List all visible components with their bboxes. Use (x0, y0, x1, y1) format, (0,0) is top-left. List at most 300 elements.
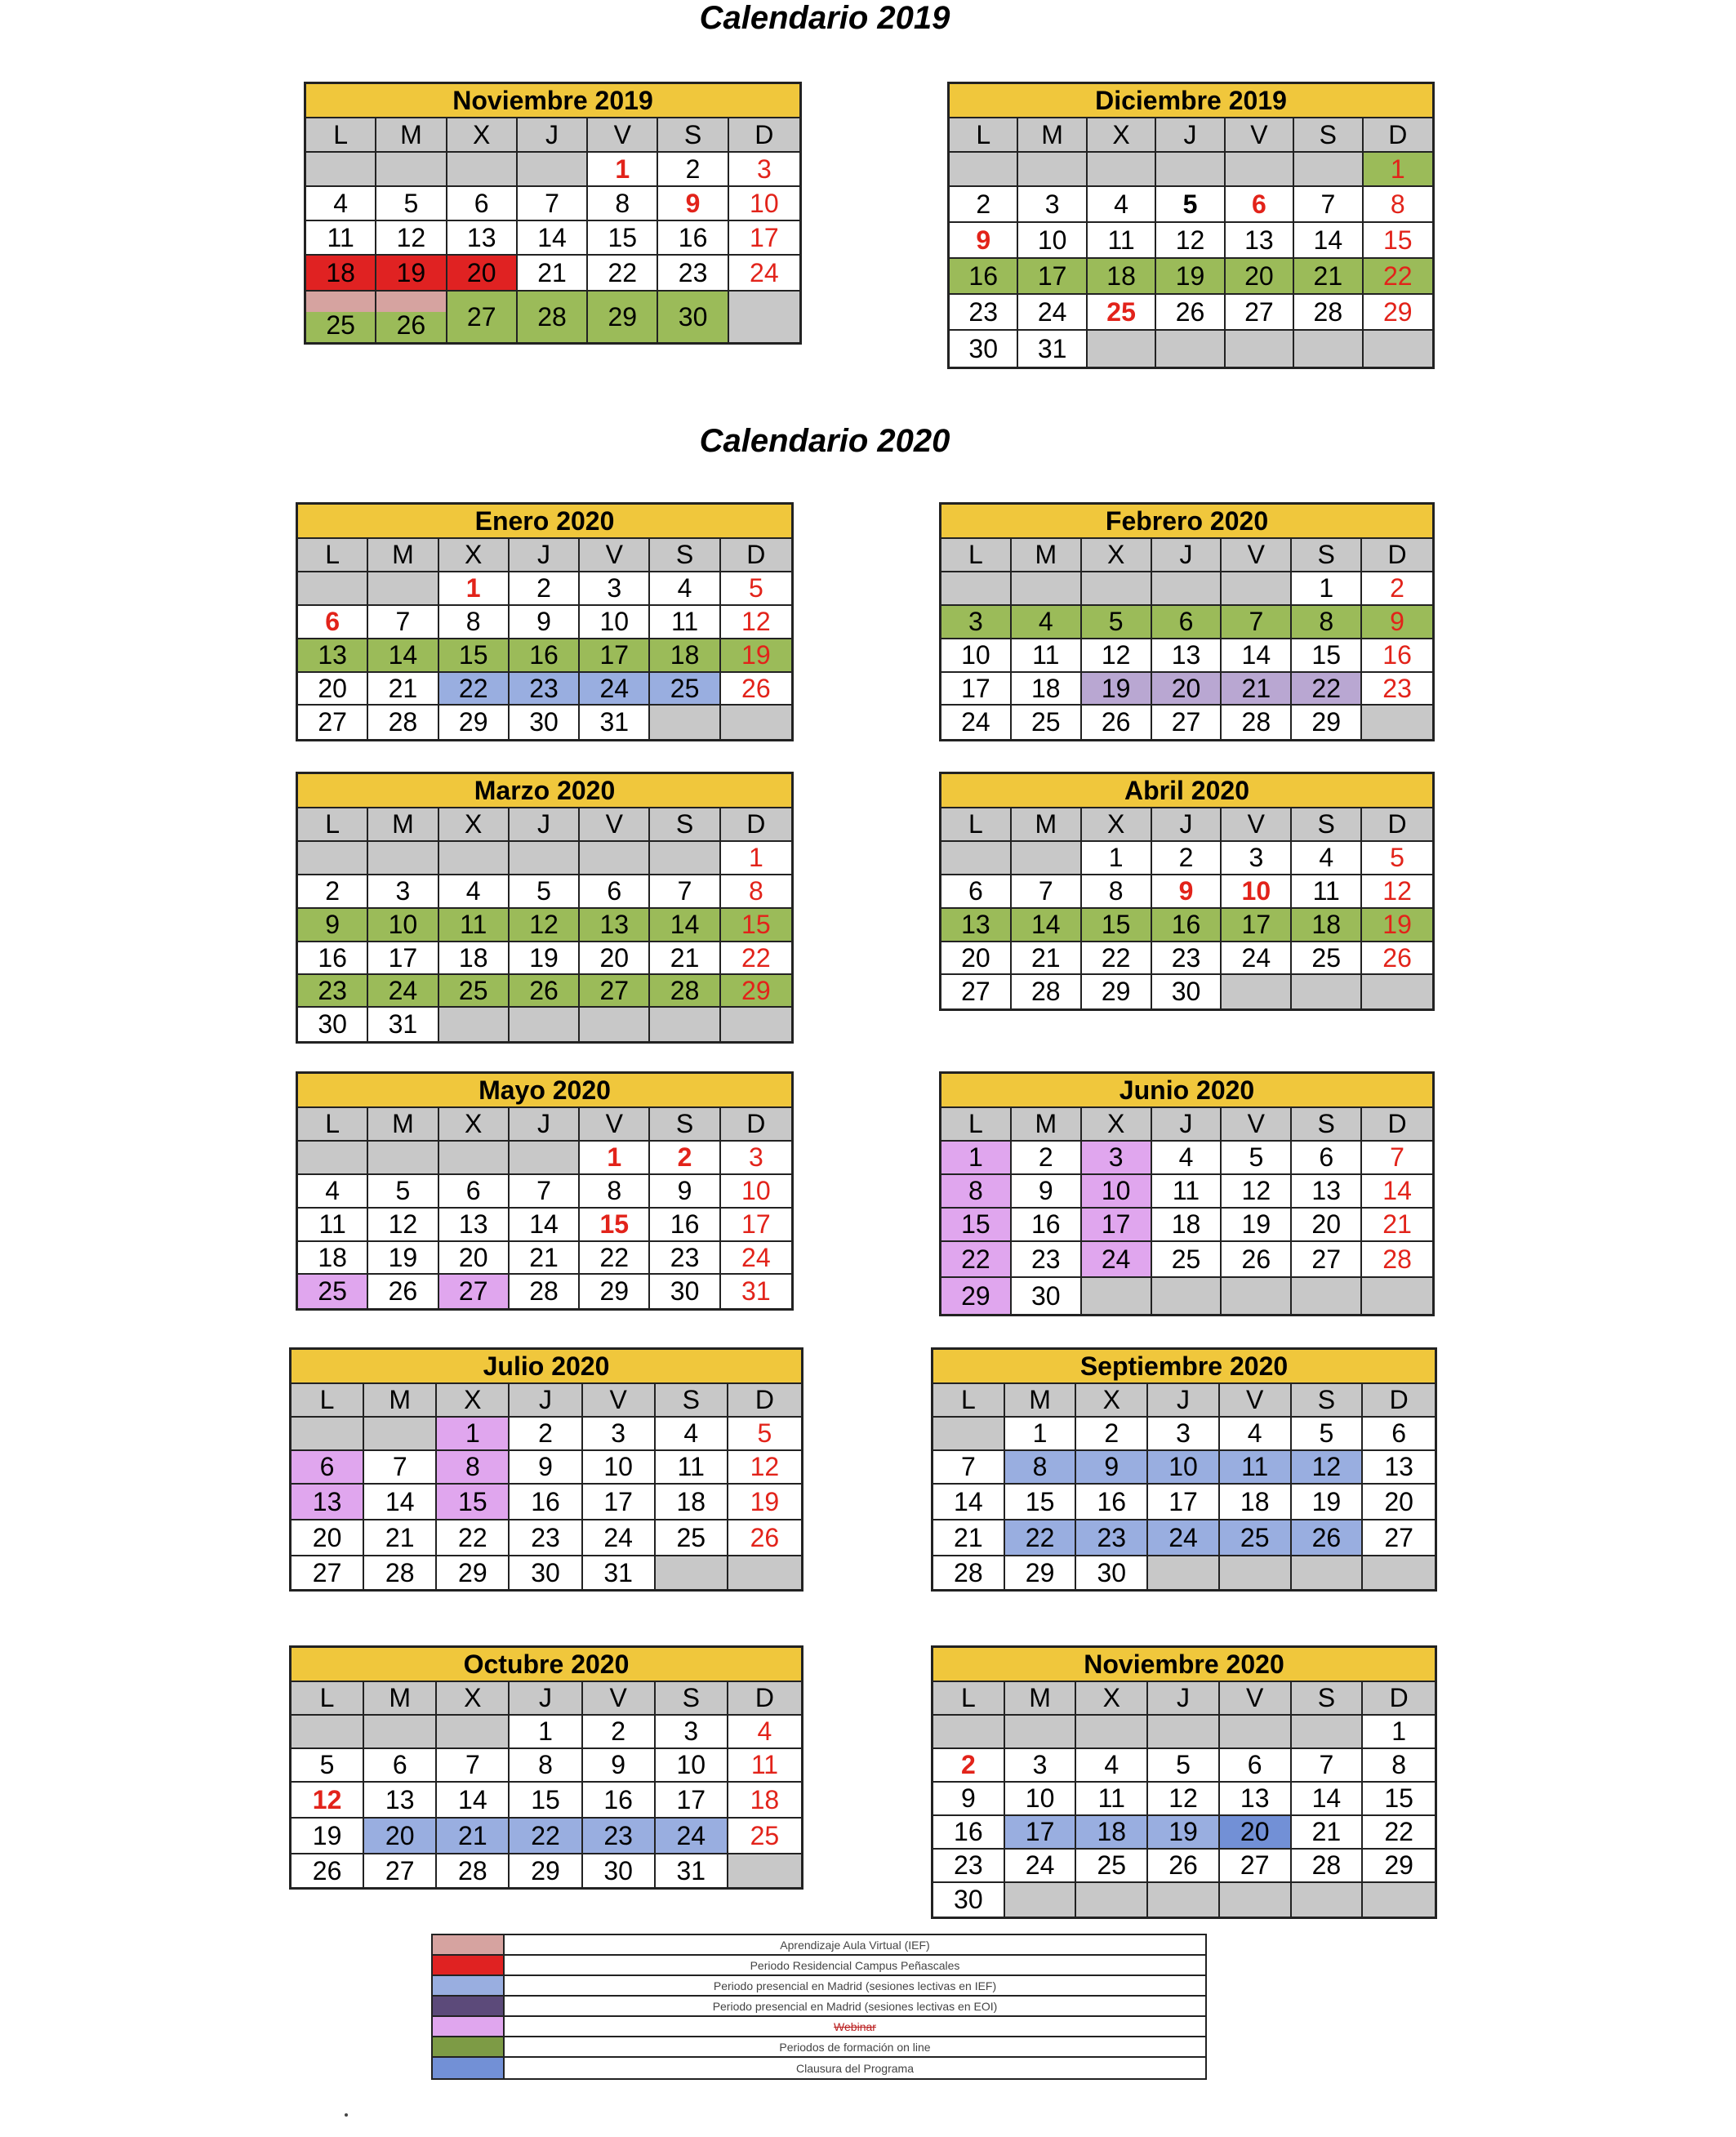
weekday-header: D (1363, 1384, 1435, 1418)
weekday-header: V (1226, 118, 1294, 153)
day-cell: 30 (650, 1275, 720, 1308)
day-cell: 20 (292, 1520, 364, 1556)
empty-day-cell (1363, 1883, 1435, 1917)
day-cell: 15 (580, 1209, 650, 1242)
empty-day-cell (368, 842, 438, 875)
day-cell: 24 (368, 975, 438, 1008)
weekday-header: V (1222, 808, 1292, 842)
day-cell: 1 (588, 153, 658, 187)
day-cell: 6 (1226, 187, 1294, 223)
empty-day-cell (580, 842, 650, 875)
weekday-header: M (1012, 808, 1082, 842)
day-cell: 18 (650, 639, 720, 673)
month-calendar (296, 772, 794, 1044)
day-cell: 27 (1292, 1242, 1362, 1278)
day-cell: 28 (1012, 975, 1082, 1008)
day-cell: 22 (721, 942, 791, 975)
empty-day-cell (1294, 331, 1363, 367)
weekday-header: L (941, 1108, 1012, 1142)
weekday-header: S (1292, 1682, 1364, 1716)
month-title: Noviembre 2020 (933, 1648, 1435, 1682)
month-title: Junio 2020 (941, 1074, 1432, 1108)
day-cell: 18 (1220, 1485, 1292, 1520)
day-cell: 23 (1076, 1520, 1148, 1556)
day-cell: 6 (941, 875, 1012, 909)
day-cell: 28 (368, 706, 438, 739)
empty-day-cell (721, 706, 791, 739)
day-cell: 16 (298, 942, 368, 975)
day-cell: 11 (1292, 875, 1362, 909)
day-cell: 28 (1362, 1242, 1432, 1278)
day-cell: 29 (439, 706, 510, 739)
day-cell: 24 (656, 1819, 728, 1854)
day-cell: 1 (1364, 153, 1432, 187)
day-cell: 10 (580, 606, 650, 639)
empty-day-cell (1012, 842, 1082, 875)
day-cell: 15 (1363, 1783, 1435, 1816)
legend-row (433, 2017, 1205, 2037)
day-cell: 25 (1220, 1520, 1292, 1556)
weekday-header: D (1362, 1108, 1432, 1142)
day-cell: 10 (1082, 1175, 1152, 1209)
day-cell: 7 (518, 187, 588, 221)
day-cell: 20 (1292, 1209, 1362, 1242)
empty-day-cell (1292, 975, 1362, 1008)
day-cell: 21 (510, 1242, 580, 1275)
empty-day-cell (728, 1854, 801, 1887)
empty-day-cell (439, 842, 510, 875)
weekday-header: V (1220, 1384, 1292, 1418)
day-cell: 9 (650, 1175, 720, 1209)
month-grid (941, 539, 1432, 739)
weekday-header: S (658, 118, 728, 153)
day-cell: 13 (1363, 1451, 1435, 1485)
month-calendar (296, 502, 794, 741)
month-grid (950, 118, 1432, 367)
day-cell: 5 (510, 875, 580, 909)
day-cell: 25 (298, 1275, 368, 1308)
weekday-header: J (1152, 1108, 1222, 1142)
weekday-header: M (368, 808, 438, 842)
day-cell: 27 (292, 1556, 364, 1589)
day-cell: 12 (510, 909, 580, 942)
empty-day-cell (1362, 706, 1432, 739)
day-cell: 6 (298, 606, 368, 639)
day-cell: 22 (588, 256, 658, 292)
empty-day-cell (1364, 331, 1432, 367)
weekday-header: V (588, 118, 658, 153)
day-cell: 5 (376, 187, 447, 221)
weekday-header: S (650, 808, 720, 842)
day-cell: 30 (1152, 975, 1222, 1008)
weekday-header: J (1156, 118, 1225, 153)
legend (431, 1934, 1207, 2080)
day-cell: 30 (933, 1883, 1005, 1917)
legend-label: Periodos de formación on line (779, 2040, 931, 2054)
legend-swatch (433, 1935, 505, 1954)
day-cell: 29 (580, 1275, 650, 1308)
day-cell: 29 (721, 975, 791, 1008)
day-cell: 12 (1292, 1451, 1364, 1485)
day-cell: 26 (1148, 1850, 1220, 1883)
day-cell: 12 (1222, 1175, 1292, 1209)
day-cell: 18 (439, 942, 510, 975)
day-cell: 6 (439, 1175, 510, 1209)
month-title: Noviembre 2019 (306, 84, 799, 118)
day-cell: 23 (933, 1850, 1005, 1883)
empty-day-cell (941, 842, 1012, 875)
day-cell: 7 (650, 875, 720, 909)
day-cell: 24 (580, 673, 650, 706)
weekday-header: M (1018, 118, 1087, 153)
legend-row (433, 1935, 1205, 1956)
day-cell: 3 (1082, 1142, 1152, 1175)
day-cell: 31 (656, 1854, 728, 1887)
day-cell: 3 (583, 1418, 656, 1451)
day-cell: 12 (292, 1783, 364, 1819)
day-cell: 6 (1220, 1749, 1292, 1783)
day-cell: 4 (1220, 1418, 1292, 1451)
day-cell: 7 (368, 606, 438, 639)
legend-row (433, 1997, 1205, 2017)
day-cell: 30 (510, 706, 580, 739)
day-cell: 21 (1294, 259, 1363, 295)
month-title: Mayo 2020 (298, 1074, 791, 1108)
day-cell: 25 (650, 673, 720, 706)
empty-day-cell (510, 1142, 580, 1175)
day-cell: 18 (298, 1242, 368, 1275)
weekday-header: L (292, 1384, 364, 1418)
day-cell: 19 (721, 639, 791, 673)
month-calendar (304, 82, 802, 345)
day-cell: 24 (1222, 942, 1292, 975)
day-cell: 10 (368, 909, 438, 942)
day-cell: 9 (298, 909, 368, 942)
day-cell: 17 (1222, 909, 1292, 942)
empty-day-cell (729, 292, 799, 342)
empty-day-cell (1292, 1716, 1364, 1749)
day-cell: 2 (950, 187, 1018, 223)
day-cell: 22 (439, 673, 510, 706)
day-cell: 16 (1012, 1209, 1082, 1242)
day-cell: 10 (656, 1749, 728, 1783)
day-cell: 17 (1148, 1485, 1220, 1520)
day-cell: 8 (1005, 1451, 1077, 1485)
weekday-header: J (1152, 539, 1222, 572)
day-cell: 3 (721, 1142, 791, 1175)
day-cell: 20 (364, 1819, 437, 1854)
empty-day-cell (721, 1008, 791, 1041)
weekday-header: D (729, 118, 799, 153)
day-cell: 29 (437, 1556, 510, 1589)
day-cell: 29 (941, 1278, 1012, 1314)
day-cell: 11 (1152, 1175, 1222, 1209)
month-calendar (939, 1071, 1435, 1316)
day-cell: 8 (1364, 187, 1432, 223)
day-cell: 10 (729, 187, 799, 221)
empty-day-cell (1082, 572, 1152, 606)
weekday-header: L (298, 1108, 368, 1142)
weekday-header: V (580, 1108, 650, 1142)
day-cell: 11 (650, 606, 720, 639)
legend-swatch (433, 2017, 505, 2036)
day-cell: 27 (1220, 1850, 1292, 1883)
day-cell: 20 (298, 673, 368, 706)
empty-day-cell (1088, 153, 1156, 187)
day-cell: 2 (298, 875, 368, 909)
day-cell: 27 (439, 1275, 510, 1308)
day-cell: 18 (728, 1783, 801, 1819)
day-cell: 15 (1082, 909, 1152, 942)
day-cell: 26 (728, 1520, 801, 1556)
day-cell: 25 (1292, 942, 1362, 975)
day-cell: 13 (298, 639, 368, 673)
weekday-header: D (721, 539, 791, 572)
day-cell: 1 (1082, 842, 1152, 875)
day-cell: 2 (1152, 842, 1222, 875)
day-cell: 30 (950, 331, 1018, 367)
day-cell: 20 (580, 942, 650, 975)
day-cell: 14 (1292, 1783, 1364, 1816)
day-cell: 15 (437, 1485, 510, 1520)
day-cell: 25 (728, 1819, 801, 1854)
day-cell: 19 (1148, 1816, 1220, 1850)
weekday-header: J (510, 539, 580, 572)
day-cell: 6 (1292, 1142, 1362, 1175)
day-cell: 20 (941, 942, 1012, 975)
day-cell: 17 (368, 942, 438, 975)
day-cell: 9 (1012, 1175, 1082, 1209)
day-cell: 7 (1362, 1142, 1432, 1175)
day-cell: 20 (1152, 673, 1222, 706)
day-cell: 4 (1152, 1142, 1222, 1175)
weekday-header: V (1222, 539, 1292, 572)
weekday-header: M (376, 118, 447, 153)
day-cell: 13 (439, 1209, 510, 1242)
month-title: Julio 2020 (292, 1350, 801, 1384)
day-cell: 3 (656, 1716, 728, 1749)
day-cell: 3 (941, 606, 1012, 639)
day-cell: 12 (728, 1451, 801, 1485)
day-cell: 6 (1152, 606, 1222, 639)
empty-day-cell (292, 1716, 364, 1749)
day-cell: 14 (1362, 1175, 1432, 1209)
day-cell: 16 (658, 221, 728, 256)
legend-label: Webinar (834, 2019, 876, 2033)
legend-label: Periodo presencial en Madrid (sesiones lectivas en EOI) (712, 1999, 998, 2013)
day-cell: 13 (364, 1783, 437, 1819)
day-cell: 17 (580, 639, 650, 673)
day-cell: 20 (447, 256, 518, 292)
empty-day-cell (933, 1418, 1005, 1451)
empty-day-cell (650, 1008, 720, 1041)
empty-day-cell (1363, 1556, 1435, 1589)
empty-day-cell (510, 1008, 580, 1041)
day-cell: 26 (510, 975, 580, 1008)
empty-day-cell (1222, 1278, 1292, 1314)
weekday-header: J (510, 808, 580, 842)
day-cell: 13 (1152, 639, 1222, 673)
day-cell: 26 (1222, 1242, 1292, 1278)
day-cell: 15 (1005, 1485, 1077, 1520)
weekday-header: S (656, 1384, 728, 1418)
day-cell: 17 (583, 1485, 656, 1520)
empty-day-cell (650, 706, 720, 739)
day-cell: 7 (510, 1175, 580, 1209)
day-cell: 21 (1012, 942, 1082, 975)
empty-day-cell (1148, 1556, 1220, 1589)
day-cell: 18 (306, 256, 376, 292)
day-cell: 12 (721, 606, 791, 639)
day-cell: 26 (1292, 1520, 1364, 1556)
day-cell: 21 (518, 256, 588, 292)
day-cell: 11 (728, 1749, 801, 1783)
month-grid (292, 1682, 801, 1887)
weekday-header: X (439, 1108, 510, 1142)
day-cell: 8 (510, 1749, 582, 1783)
empty-day-cell (1292, 1883, 1364, 1917)
day-cell: 22 (1364, 259, 1432, 295)
empty-day-cell (650, 842, 720, 875)
day-cell: 17 (1082, 1209, 1152, 1242)
day-cell: 25 (1076, 1850, 1148, 1883)
day-cell: 21 (437, 1819, 510, 1854)
weekday-header: S (1292, 1108, 1362, 1142)
day-cell: 5 (1362, 842, 1432, 875)
month-grid (933, 1384, 1435, 1589)
day-cell: 19 (1082, 673, 1152, 706)
empty-day-cell (376, 153, 447, 187)
day-cell: 4 (298, 1175, 368, 1209)
weekday-header: S (1294, 118, 1363, 153)
day-cell: 25 (1088, 295, 1156, 331)
weekday-header: D (1363, 1682, 1435, 1716)
day-cell: 24 (941, 706, 1012, 739)
weekday-header: M (368, 539, 438, 572)
day-cell: 27 (447, 292, 518, 342)
day-cell: 4 (306, 187, 376, 221)
day-cell: 31 (1018, 331, 1087, 367)
weekday-header: J (510, 1384, 582, 1418)
month-grid (298, 1108, 791, 1308)
day-cell: 24 (1005, 1850, 1077, 1883)
weekday-header: J (1148, 1384, 1220, 1418)
day-cell: 5 (1148, 1749, 1220, 1783)
day-cell: 19 (728, 1485, 801, 1520)
weekday-header: M (364, 1682, 437, 1716)
day-cell: 27 (298, 706, 368, 739)
day-cell: 10 (583, 1451, 656, 1485)
day-cell: 28 (518, 292, 588, 342)
weekday-header: V (1220, 1682, 1292, 1716)
day-cell: 23 (1012, 1242, 1082, 1278)
day-cell: 28 (364, 1556, 437, 1589)
empty-day-cell (1226, 153, 1294, 187)
day-cell: 18 (1152, 1209, 1222, 1242)
month-grid (306, 118, 799, 342)
month-title: Octubre 2020 (292, 1648, 801, 1682)
day-cell: 15 (1364, 223, 1432, 259)
day-cell: 1 (721, 842, 791, 875)
weekday-header: S (650, 1108, 720, 1142)
day-cell: 30 (1076, 1556, 1148, 1589)
day-cell: 23 (1152, 942, 1222, 975)
day-cell: 9 (950, 223, 1018, 259)
day-cell: 7 (1222, 606, 1292, 639)
empty-day-cell (941, 572, 1012, 606)
weekday-header: M (368, 1108, 438, 1142)
empty-day-cell (656, 1556, 728, 1589)
weekday-header: L (292, 1682, 364, 1716)
weekday-header: L (933, 1384, 1005, 1418)
day-cell: 15 (439, 639, 510, 673)
day-cell: 19 (376, 256, 447, 292)
day-cell: 29 (510, 1854, 582, 1887)
day-cell: 13 (292, 1485, 364, 1520)
month-calendar (931, 1645, 1437, 1919)
weekday-header: X (1088, 118, 1156, 153)
day-cell: 22 (941, 1242, 1012, 1278)
weekday-header: S (1292, 1384, 1364, 1418)
day-cell: 28 (1294, 295, 1363, 331)
day-cell: 7 (1012, 875, 1082, 909)
empty-day-cell (1148, 1716, 1220, 1749)
weekday-header: L (941, 539, 1012, 572)
day-cell: 2 (650, 1142, 720, 1175)
day-cell: 21 (650, 942, 720, 975)
empty-day-cell (1220, 1716, 1292, 1749)
weekday-header: J (1148, 1682, 1220, 1716)
day-cell: 16 (650, 1209, 720, 1242)
day-cell: 17 (1018, 259, 1087, 295)
legend-swatch (433, 1976, 505, 1995)
weekday-header: X (1076, 1384, 1148, 1418)
empty-day-cell (1156, 153, 1225, 187)
day-cell: 16 (583, 1783, 656, 1819)
day-cell: 2 (1076, 1418, 1148, 1451)
month-grid (298, 808, 791, 1041)
empty-day-cell (1292, 1556, 1364, 1589)
legend-label: Clausura del Programa (796, 2061, 914, 2075)
month-calendar (296, 1071, 794, 1311)
day-cell: 13 (941, 909, 1012, 942)
day-cell: 6 (364, 1749, 437, 1783)
weekday-header: D (728, 1384, 801, 1418)
day-cell: 14 (650, 909, 720, 942)
day-cell: 22 (1005, 1520, 1077, 1556)
empty-day-cell (298, 572, 368, 606)
weekday-header: D (1362, 539, 1432, 572)
day-cell: 31 (368, 1008, 438, 1041)
day-cell: 9 (510, 606, 580, 639)
empty-day-cell (292, 1418, 364, 1451)
weekday-header: X (439, 539, 510, 572)
day-cell: 14 (933, 1485, 1005, 1520)
day-cell: 13 (1292, 1175, 1362, 1209)
day-cell: 16 (1362, 639, 1432, 673)
day-cell: 11 (1012, 639, 1082, 673)
day-cell: 11 (656, 1451, 728, 1485)
day-cell: 1 (580, 1142, 650, 1175)
legend-label: Aprendizaje Aula Virtual (IEF) (780, 1938, 930, 1952)
day-cell: 19 (368, 1242, 438, 1275)
month-calendar (289, 1347, 803, 1592)
day-cell: 23 (658, 256, 728, 292)
day-cell: 13 (1226, 223, 1294, 259)
day-cell: 22 (1082, 942, 1152, 975)
day-cell: 9 (1152, 875, 1222, 909)
empty-day-cell (437, 1716, 510, 1749)
